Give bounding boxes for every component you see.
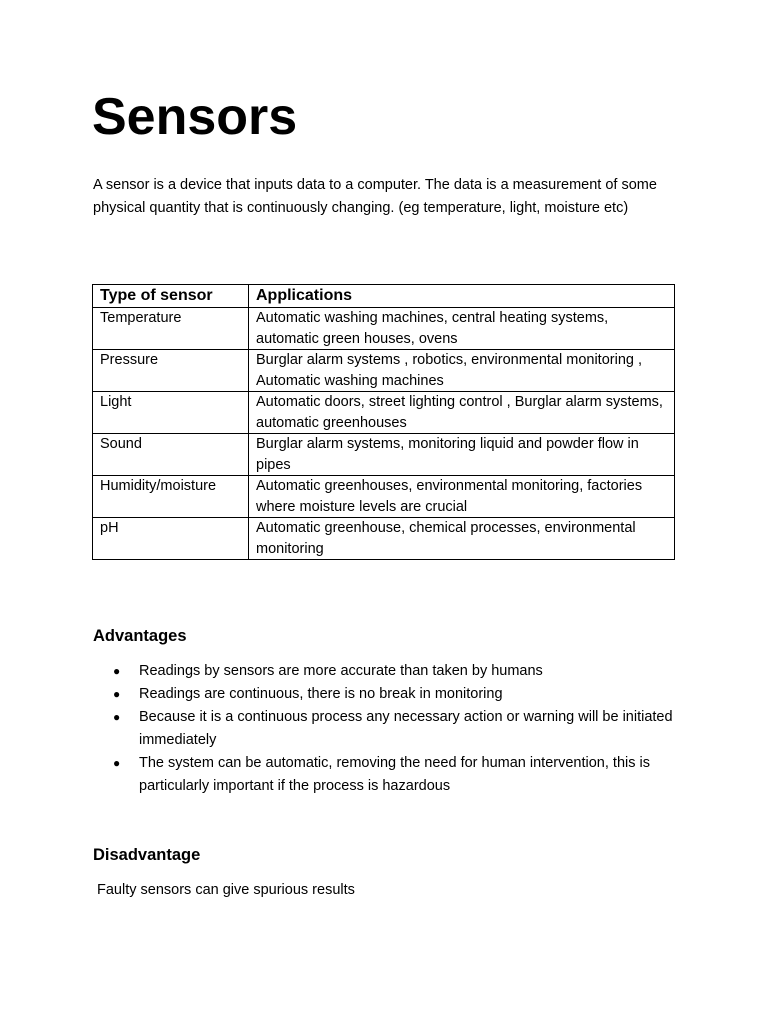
list-item (93, 660, 693, 683)
applications-cell: Automatic greenhouses, environmental monitoring, factories where moisture levels are crucial (249, 476, 675, 518)
intro-paragraph: A sensor is a device that inputs data to a computer. The data is a measurement of some physical quantity that is continuously changing. (eg temperature, light, moisture etc) (93, 177, 657, 216)
list-item-text: Because it is a continuous process any necessary action or warning will be initiated immediately (139, 709, 673, 748)
sensor-type-cell: Pressure (93, 350, 249, 392)
table-row (93, 434, 675, 476)
bullet-icon: ● (113, 664, 121, 678)
applications-cell: Automatic washing machines, central heating systems, automatic green houses, ovens (249, 308, 675, 350)
sensor-table (92, 284, 675, 560)
sensor-type-cell: Humidity/moisture (93, 476, 249, 518)
bullet-icon: ● (113, 687, 121, 701)
advantages-heading: Advantages (93, 627, 187, 645)
column-header-applications: Applications (249, 285, 675, 308)
list-item (93, 683, 693, 706)
sensor-type-cell: Temperature (93, 308, 249, 350)
list-item-text: Readings are continuous, there is no break in monitoring (139, 686, 503, 702)
list-item-text: The system can be automatic, removing the need for human intervention, this is particularly important if the process is hazardous (139, 755, 650, 794)
page-title: Sensors (92, 88, 298, 146)
disadvantage-text: Faulty sensors can give spurious results (97, 882, 355, 898)
column-header-type: Type of sensor (93, 285, 249, 308)
applications-cell: Automatic doors, street lighting control , Burglar alarm systems, automatic greenhouses (249, 392, 675, 434)
table-row (93, 350, 675, 392)
disadvantage-heading: Disadvantage (93, 846, 201, 864)
list-item-text: Readings by sensors are more accurate than taken by humans (139, 663, 543, 679)
list-item (93, 752, 693, 798)
table-row (93, 392, 675, 434)
table-row (93, 308, 675, 350)
bullet-icon: ● (113, 756, 121, 770)
applications-cell: Automatic greenhouse, chemical processes, environmental monitoring (249, 518, 675, 560)
sensor-type-cell: pH (93, 518, 249, 560)
table-header-row (93, 285, 675, 308)
list-item (93, 706, 693, 752)
sensor-type-cell: Light (93, 392, 249, 434)
applications-cell: Burglar alarm systems , robotics, environmental monitoring , Automatic washing machines (249, 350, 675, 392)
applications-cell: Burglar alarm systems, monitoring liquid and powder flow in pipes (249, 434, 675, 476)
table-row (93, 518, 675, 560)
table-row (93, 476, 675, 518)
advantages-list (93, 660, 693, 798)
bullet-icon: ● (113, 710, 121, 724)
sensor-type-cell: Sound (93, 434, 249, 476)
